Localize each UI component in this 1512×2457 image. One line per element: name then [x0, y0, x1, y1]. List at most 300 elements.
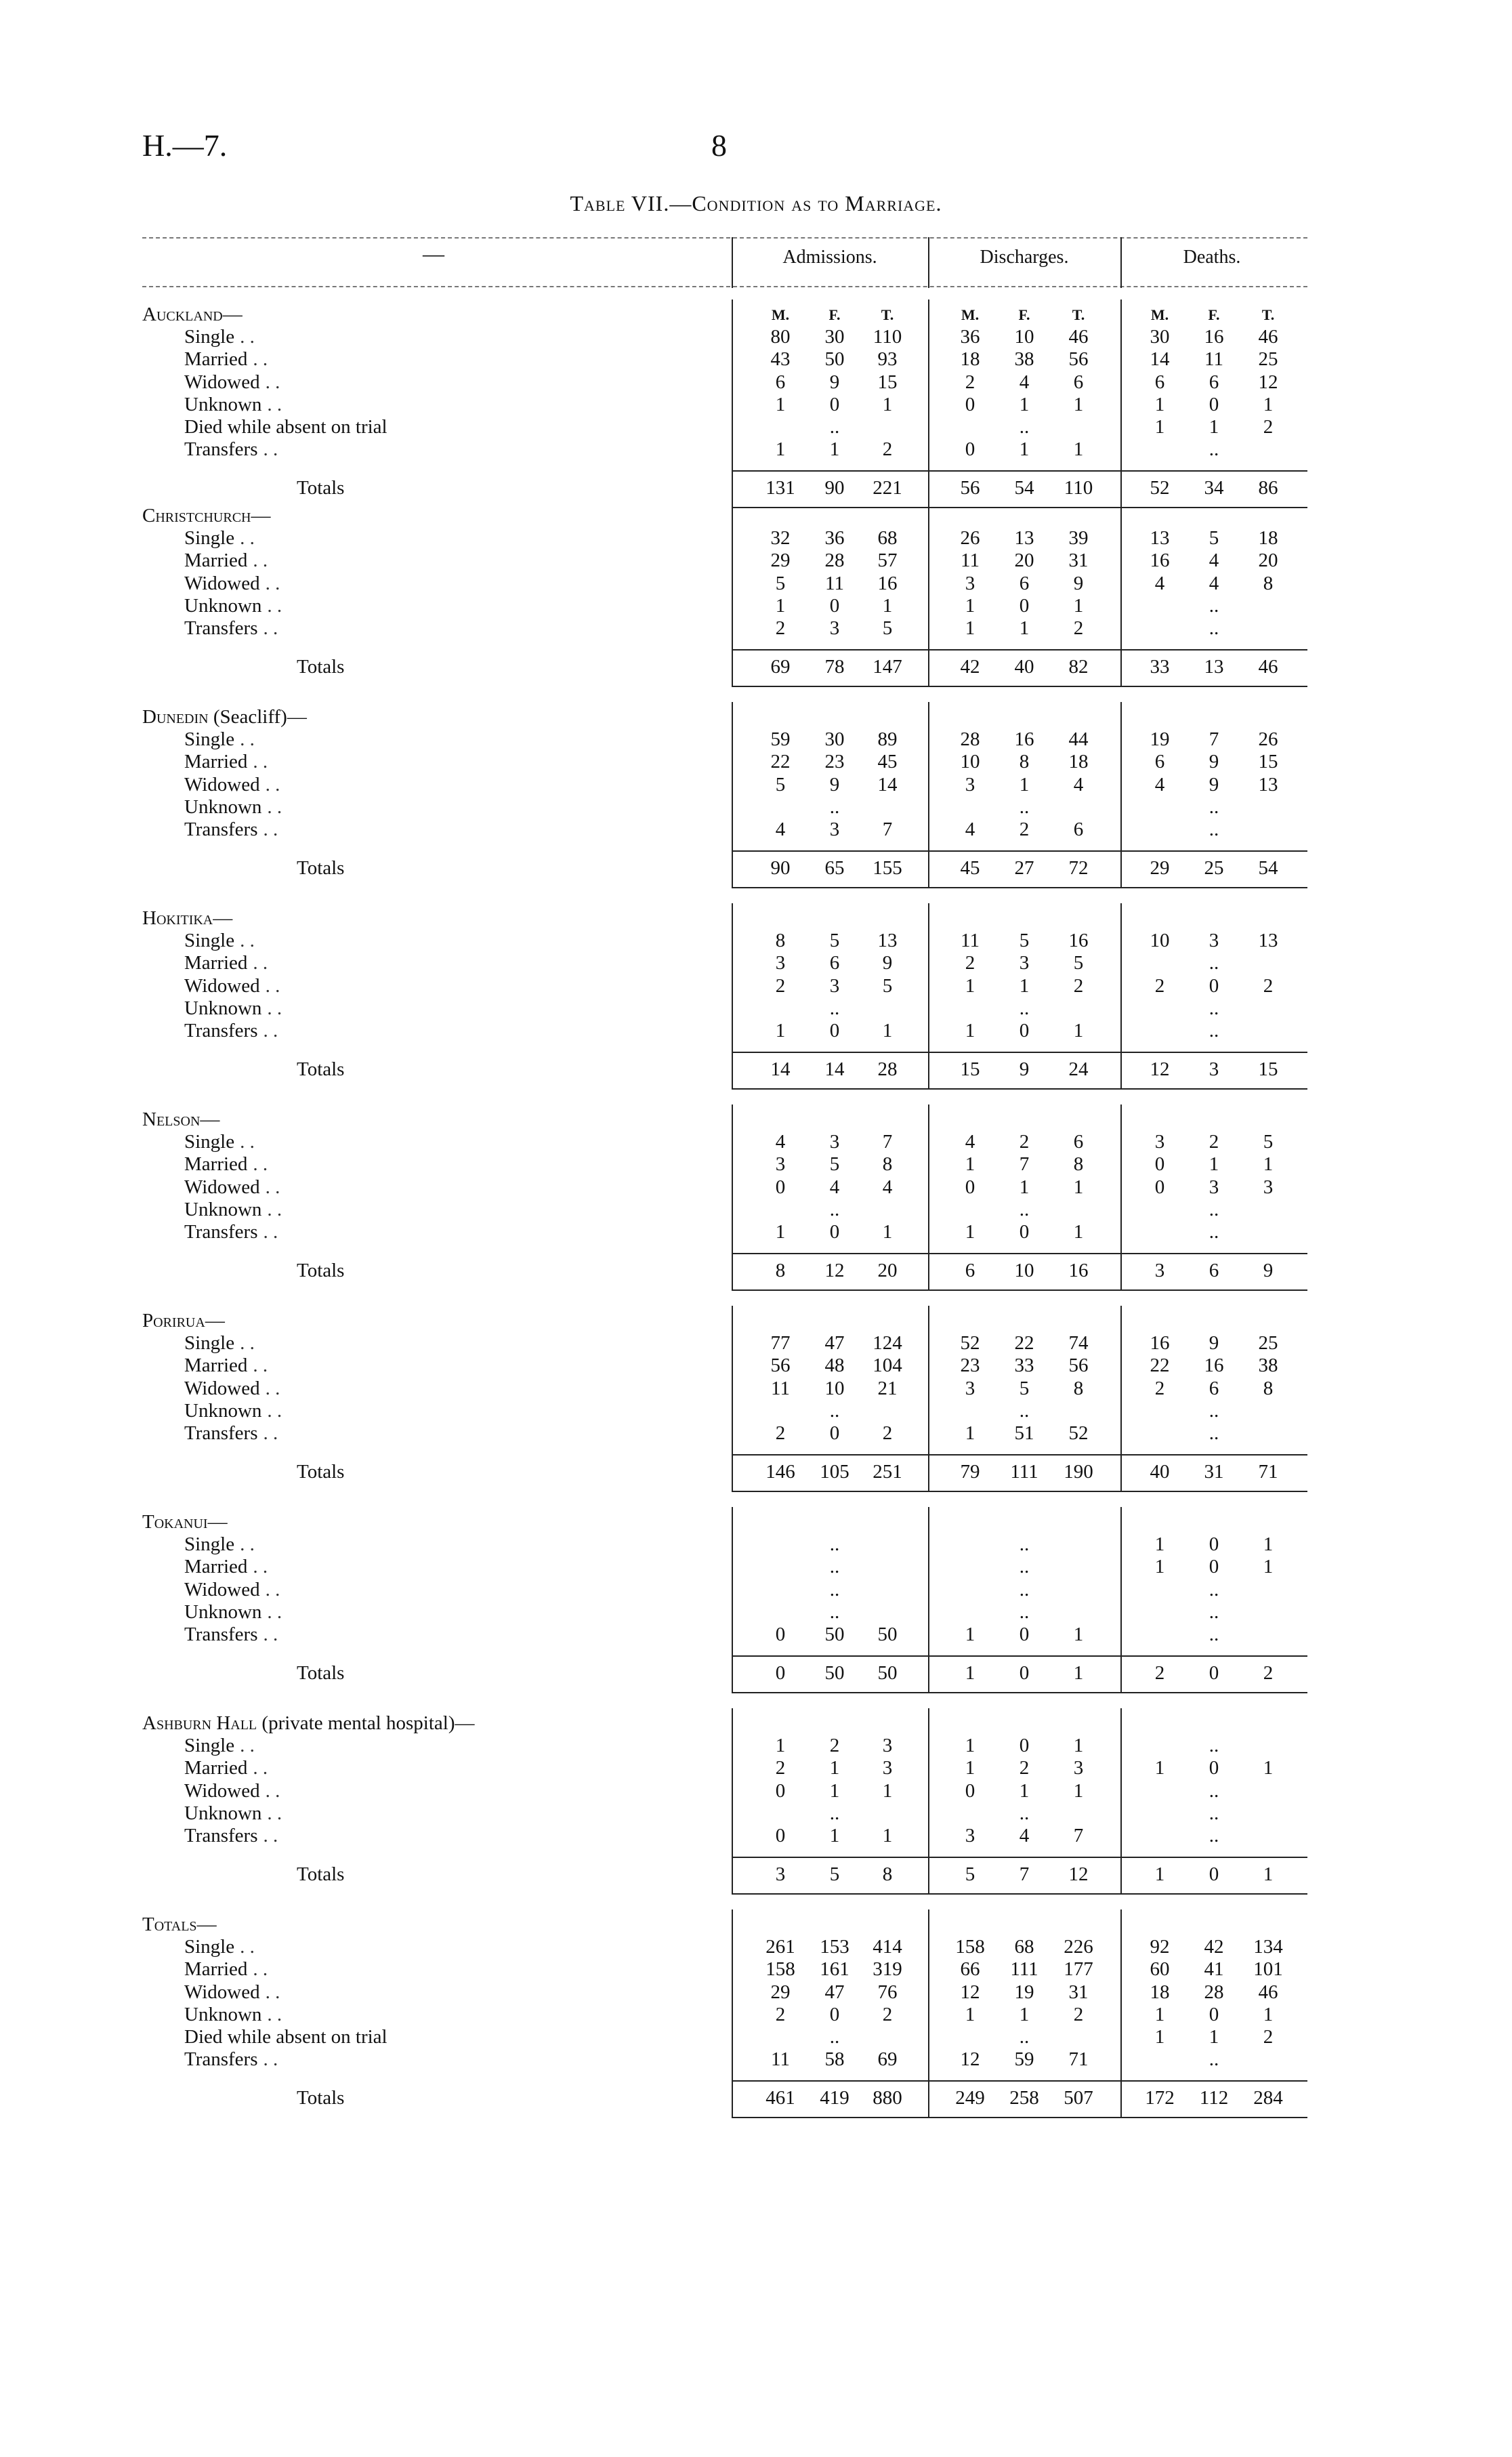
total-cell: 8 — [882, 1863, 893, 1885]
table-row — [0, 2004, 1512, 2026]
row-label-text: Single — [184, 728, 235, 751]
section-heading — [0, 505, 1512, 527]
value-cell: 12 — [960, 1981, 980, 2003]
value-cell: 36 — [824, 527, 845, 550]
leader-dots: . . — [267, 1399, 282, 1422]
value-cell: 2 — [1263, 974, 1274, 997]
table-row — [0, 527, 1512, 550]
value-cell: 1 — [1073, 1221, 1084, 1243]
column-divider — [732, 1507, 733, 1692]
value-cell: 19 — [1014, 1981, 1034, 2003]
value-cell: 9 — [882, 952, 893, 974]
value-cell: 9 — [1209, 751, 1219, 773]
totals-rule — [732, 850, 1307, 852]
top-dashed-rule — [142, 237, 1307, 239]
row-label-text: Married — [184, 952, 248, 974]
total-cell: 28 — [877, 1058, 898, 1080]
value-cell: 2 — [1019, 1757, 1030, 1779]
value-cell: 5 — [882, 974, 893, 997]
value-cell: 6 — [1073, 819, 1084, 840]
value-cell: 1 — [882, 1779, 893, 1802]
row-label-text: Married — [184, 1556, 248, 1578]
totals-rule — [732, 1857, 1307, 1858]
row-label — [184, 1579, 280, 1601]
value-cell: 1 — [965, 617, 975, 639]
value-cell: 10 — [960, 751, 980, 773]
value-cell: 1 — [1019, 393, 1030, 415]
institution-name — [142, 1712, 474, 1735]
row-label — [184, 1153, 268, 1176]
value-cell: 92 — [1150, 1936, 1170, 1958]
value-cell: 1 — [1019, 773, 1030, 796]
value-cell: 101 — [1253, 1958, 1283, 1981]
value-cell: .. — [829, 1198, 840, 1220]
value-cell: 46 — [1258, 1981, 1278, 2003]
total-cell: 12 — [1150, 1058, 1170, 1080]
institution-dash: — — [207, 1511, 228, 1533]
table-row — [0, 1556, 1512, 1578]
column-divider — [928, 1104, 929, 1289]
value-cell: .. — [829, 1601, 840, 1623]
total-cell: 13 — [1204, 656, 1224, 678]
value-cell: 5 — [1263, 1131, 1274, 1153]
value-cell: 44 — [1068, 728, 1089, 751]
row-label — [184, 1981, 280, 2004]
total-cell: 105 — [820, 1461, 849, 1483]
value-cell: .. — [1019, 1601, 1030, 1623]
value-cell: .. — [1209, 1578, 1219, 1601]
row-label-text: Married — [184, 550, 248, 572]
value-cell: 3 — [829, 819, 840, 840]
value-cell: 6 — [1209, 1377, 1219, 1399]
value-cell: .. — [829, 1578, 840, 1601]
table-row — [0, 2026, 1512, 2048]
value-cell: .. — [829, 1556, 840, 1578]
value-cell: 110 — [873, 326, 902, 348]
total-cell: 6 — [965, 1260, 975, 1281]
total-cell: 27 — [1014, 857, 1034, 879]
value-cell: 0 — [829, 1221, 840, 1243]
value-cell: 52 — [1068, 1422, 1089, 1444]
leader-dots: . . — [267, 1198, 282, 1220]
row-label — [184, 975, 280, 997]
value-cell: 1 — [1019, 2003, 1030, 2025]
leader-dots: . . — [240, 728, 255, 751]
value-cell: .. — [1019, 1802, 1030, 1824]
value-cell: 47 — [824, 1981, 845, 2003]
row-label-text: Transfers — [184, 1422, 258, 1444]
table-row — [0, 326, 1512, 348]
value-cell: 1 — [1263, 1533, 1274, 1556]
value-cell: 319 — [873, 1958, 902, 1981]
totals-row — [0, 1461, 1512, 1483]
value-cell: 11 — [771, 1377, 790, 1399]
leader-dots: . . — [253, 550, 268, 572]
total-cell: 42 — [960, 656, 980, 678]
table-row — [0, 728, 1512, 751]
value-cell: 20 — [1258, 550, 1278, 572]
value-cell: 6 — [1154, 751, 1165, 773]
column-divider — [732, 300, 733, 507]
leader-dots: . . — [240, 1332, 255, 1355]
section-rule — [732, 1088, 1307, 1090]
value-cell: 1 — [1209, 416, 1219, 438]
value-cell: 0 — [829, 1020, 840, 1041]
value-cell: 2 — [965, 371, 975, 393]
column-divider — [928, 903, 929, 1088]
table-row — [0, 1020, 1512, 1042]
value-cell: 51 — [1014, 1422, 1034, 1444]
row-label-text: Married — [184, 1355, 248, 1377]
value-cell: 1 — [1073, 594, 1084, 617]
value-cell: .. — [1209, 952, 1219, 974]
value-cell: 8 — [1073, 1153, 1084, 1176]
value-cell: 1 — [1073, 393, 1084, 415]
value-cell: 1 — [1019, 1176, 1030, 1198]
column-divider — [732, 903, 733, 1088]
value-cell: 31 — [1068, 1981, 1089, 2003]
value-cell: 7 — [882, 819, 893, 840]
value-cell: 1 — [965, 1153, 975, 1176]
row-label — [184, 573, 280, 595]
total-cell: 24 — [1068, 1058, 1089, 1080]
value-cell: 80 — [770, 326, 791, 348]
value-cell: 3 — [965, 1377, 975, 1399]
row-label — [184, 751, 268, 773]
leader-dots: . . — [253, 1355, 268, 1377]
institution-name — [142, 907, 232, 930]
leader-dots: . . — [265, 1377, 280, 1399]
value-cell: 1 — [1073, 1624, 1084, 1645]
value-cell: 1 — [775, 438, 786, 461]
value-cell: 158 — [765, 1958, 795, 1981]
value-cell: 177 — [1064, 1958, 1093, 1981]
value-cell: 10 — [824, 1377, 845, 1399]
value-cell: 8 — [1019, 751, 1030, 773]
value-cell: 5 — [1209, 527, 1219, 550]
row-label — [184, 1780, 280, 1802]
row-label-text: Married — [184, 1958, 248, 1981]
total-cell: 172 — [1145, 2087, 1175, 2109]
leader-dots: . . — [265, 1578, 280, 1601]
table-row — [0, 371, 1512, 394]
leader-dots: . . — [263, 617, 278, 639]
totals-rule — [732, 649, 1307, 651]
row-label — [184, 1400, 282, 1422]
institution-note: (Seacliff) — [208, 706, 287, 728]
value-cell: 18 — [960, 348, 980, 371]
value-cell: 58 — [824, 2048, 845, 2071]
row-label — [184, 527, 255, 550]
institution-name — [142, 1310, 225, 1332]
row-label — [184, 1802, 282, 1825]
row-label-text: Transfers — [184, 819, 258, 840]
value-cell: 9 — [829, 371, 840, 393]
total-cell: 90 — [824, 477, 845, 499]
value-cell: 1 — [1019, 1779, 1030, 1802]
total-cell: 111 — [1010, 1461, 1038, 1483]
table-row — [0, 1221, 1512, 1243]
value-cell: 1 — [965, 974, 975, 997]
total-cell: 20 — [877, 1260, 898, 1281]
value-cell: 0 — [775, 1176, 786, 1198]
institution-name-text: Tokanui — [142, 1511, 208, 1533]
value-cell: .. — [829, 796, 840, 818]
leader-dots: . . — [253, 1958, 268, 1981]
value-cell: 25 — [1258, 1332, 1278, 1355]
value-cell: 0 — [775, 1779, 786, 1802]
column-divider — [1120, 1909, 1122, 2117]
value-cell: 50 — [824, 348, 845, 371]
value-cell: 4 — [1209, 550, 1219, 572]
value-cell: 414 — [873, 1936, 902, 1958]
value-cell: 1 — [882, 1020, 893, 1041]
total-cell: 15 — [960, 1058, 980, 1080]
institution-name-text: Hokitika — [142, 907, 213, 929]
row-label-text: Married — [184, 1153, 248, 1176]
value-cell: 3 — [1154, 1131, 1165, 1153]
row-label-text: Single — [184, 930, 235, 952]
table-row — [0, 1378, 1512, 1400]
total-cell: 6 — [1209, 1260, 1219, 1281]
column-divider — [732, 1909, 733, 2117]
value-cell: 2 — [882, 438, 893, 461]
total-cell: 25 — [1204, 857, 1224, 879]
institution-name-text: Totals — [142, 1914, 197, 1935]
value-cell: 60 — [1150, 1958, 1170, 1981]
leader-dots: . . — [240, 326, 255, 348]
institution-dash: — — [200, 1109, 220, 1130]
value-cell: 4 — [882, 1176, 893, 1198]
value-cell: 4 — [965, 819, 975, 840]
value-cell: 8 — [1263, 572, 1274, 594]
value-cell: 30 — [824, 326, 845, 348]
table-title: Table VII.—Condition as to Marriage. — [570, 191, 942, 215]
value-cell: 1 — [1073, 1176, 1084, 1198]
row-label — [184, 326, 255, 348]
row-label-text: Transfers — [184, 1624, 258, 1645]
section-heading — [0, 1712, 1512, 1735]
column-divider — [1120, 300, 1122, 507]
total-cell: 12 — [1068, 1863, 1089, 1885]
value-cell: 16 — [877, 572, 898, 594]
table-row — [0, 1958, 1512, 1981]
value-cell: 0 — [965, 393, 975, 415]
totals-row — [0, 2087, 1512, 2109]
value-cell: 15 — [877, 371, 898, 393]
value-cell: .. — [1209, 1779, 1219, 1802]
value-cell: .. — [829, 416, 840, 438]
row-label — [184, 1735, 255, 1757]
row-label-text: Died while absent on trial — [184, 416, 387, 438]
leader-dots: . . — [265, 974, 280, 997]
total-cell: 0 — [775, 1662, 786, 1684]
row-label-text: Transfers — [184, 1020, 258, 1041]
sub-header-f: F. — [1018, 306, 1030, 323]
value-cell: 8 — [882, 1153, 893, 1176]
leader-dots: . . — [240, 1936, 255, 1958]
total-cell: 221 — [873, 477, 902, 499]
leader-dots: . . — [240, 930, 255, 952]
value-cell: 5 — [775, 773, 786, 796]
value-cell: 9 — [829, 773, 840, 796]
row-label — [184, 796, 282, 819]
value-cell: 6 — [1073, 371, 1084, 393]
row-label-text: Single — [184, 1131, 235, 1153]
value-cell: 1 — [965, 1422, 975, 1444]
section-heading — [0, 1109, 1512, 1131]
value-cell: 1 — [829, 1757, 840, 1779]
value-cell: 16 — [1150, 1332, 1170, 1355]
row-label-text: Unknown — [184, 1601, 262, 1623]
value-cell: 0 — [1209, 1556, 1219, 1578]
value-cell: 0 — [1209, 2003, 1219, 2025]
row-label — [184, 1378, 280, 1400]
value-cell: 5 — [1019, 930, 1030, 952]
leader-dots: . . — [263, 2048, 278, 2071]
value-cell: 16 — [1014, 728, 1034, 751]
total-cell: 190 — [1064, 1461, 1093, 1483]
value-cell: 104 — [873, 1355, 902, 1377]
column-divider — [1120, 237, 1122, 288]
row-label-text: Unknown — [184, 2003, 262, 2025]
total-cell: 56 — [960, 477, 980, 499]
section-heading — [0, 907, 1512, 930]
row-label-text: Single — [184, 326, 235, 348]
value-cell: 6 — [775, 371, 786, 393]
value-cell: .. — [829, 2026, 840, 2048]
document-reference: H.—7. — [142, 128, 228, 163]
header-deaths: Deaths. — [1183, 247, 1241, 268]
value-cell: 4 — [1154, 572, 1165, 594]
value-cell: 3 — [1019, 952, 1030, 974]
value-cell: 20 — [1014, 550, 1034, 572]
value-cell: 3 — [775, 952, 786, 974]
table-row — [0, 819, 1512, 841]
row-label-text: Widowed — [184, 1779, 260, 1802]
section-heading — [0, 1511, 1512, 1533]
leader-dots: . . — [265, 1779, 280, 1802]
row-label — [184, 1422, 278, 1445]
value-cell: 0 — [965, 1176, 975, 1198]
value-cell: 36 — [960, 326, 980, 348]
column-divider — [1120, 702, 1122, 887]
value-cell: 1 — [965, 1735, 975, 1757]
total-cell: 419 — [820, 2087, 849, 2109]
value-cell: 3 — [882, 1735, 893, 1757]
value-cell: 1 — [1263, 1153, 1274, 1176]
value-cell: 1 — [775, 393, 786, 415]
table-row — [0, 2048, 1512, 2071]
row-label — [184, 1131, 255, 1153]
value-cell: 4 — [775, 819, 786, 840]
leader-dots: . . — [267, 1601, 282, 1623]
value-cell: 11 — [825, 572, 844, 594]
value-cell: .. — [1019, 997, 1030, 1019]
value-cell: 32 — [770, 527, 791, 550]
total-cell: 284 — [1253, 2087, 1283, 2109]
table-row — [0, 1400, 1512, 1422]
value-cell: 2 — [775, 1757, 786, 1779]
value-cell: 4 — [1154, 773, 1165, 796]
value-cell: 13 — [1258, 773, 1278, 796]
value-cell: .. — [1209, 1802, 1219, 1824]
row-label-text: Widowed — [184, 1176, 260, 1198]
value-cell: 57 — [877, 550, 898, 572]
column-divider — [928, 1306, 929, 1491]
totals-label: Totals — [297, 477, 345, 499]
leader-dots: . . — [267, 594, 282, 617]
table-row — [0, 1579, 1512, 1601]
value-cell: 10 — [1014, 326, 1034, 348]
value-cell: 1 — [882, 1221, 893, 1243]
value-cell: 1 — [1073, 1735, 1084, 1757]
table-row — [0, 1422, 1512, 1445]
row-label-text: Married — [184, 348, 248, 371]
sub-header-f: F. — [1208, 306, 1220, 323]
totals-rule — [732, 1655, 1307, 1657]
totals-row — [0, 477, 1512, 499]
institution-name — [142, 505, 270, 527]
value-cell: 38 — [1014, 348, 1034, 371]
total-cell: 29 — [1150, 857, 1170, 879]
value-cell: 48 — [824, 1355, 845, 1377]
table-row — [0, 1802, 1512, 1825]
section-heading — [0, 1310, 1512, 1332]
value-cell: 1 — [965, 1020, 975, 1041]
total-cell: 1 — [1073, 1662, 1084, 1684]
total-cell: 461 — [765, 2087, 795, 2109]
leader-dots: . . — [263, 1624, 278, 1645]
table-row — [0, 1533, 1512, 1556]
value-cell: .. — [1209, 1198, 1219, 1220]
leader-dots: . . — [263, 1422, 278, 1444]
totals-row — [0, 1863, 1512, 1886]
institution-name-text: Nelson — [142, 1109, 201, 1130]
total-cell: 50 — [877, 1662, 898, 1684]
row-label-text: Single — [184, 1332, 235, 1355]
value-cell: 12 — [1258, 371, 1278, 393]
value-cell: 56 — [1068, 1355, 1089, 1377]
total-cell: 69 — [770, 656, 791, 678]
value-cell: 16 — [1204, 1355, 1224, 1377]
total-cell: 46 — [1258, 656, 1278, 678]
value-cell: .. — [1209, 617, 1219, 639]
value-cell: 68 — [1014, 1936, 1034, 1958]
column-divider — [928, 300, 929, 507]
value-cell: 1 — [1073, 1020, 1084, 1041]
totals-rule — [732, 1454, 1307, 1455]
value-cell: 30 — [1150, 326, 1170, 348]
section-heading — [0, 304, 1512, 326]
value-cell: 7 — [882, 1131, 893, 1153]
table-row — [0, 550, 1512, 572]
value-cell: 1 — [965, 594, 975, 617]
row-label — [184, 2048, 278, 2071]
row-label — [184, 997, 282, 1020]
value-cell: .. — [1019, 1399, 1030, 1422]
totals-row — [0, 656, 1512, 678]
total-cell: 40 — [1014, 656, 1034, 678]
value-cell: .. — [1209, 1601, 1219, 1623]
value-cell: 1 — [1209, 1153, 1219, 1176]
value-cell: 0 — [1019, 1020, 1030, 1041]
row-label-text: Widowed — [184, 572, 260, 594]
leader-dots: . . — [253, 952, 268, 974]
value-cell: 0 — [829, 2003, 840, 2025]
leader-dots: . . — [253, 1757, 268, 1779]
value-cell: 5 — [1019, 1377, 1030, 1399]
